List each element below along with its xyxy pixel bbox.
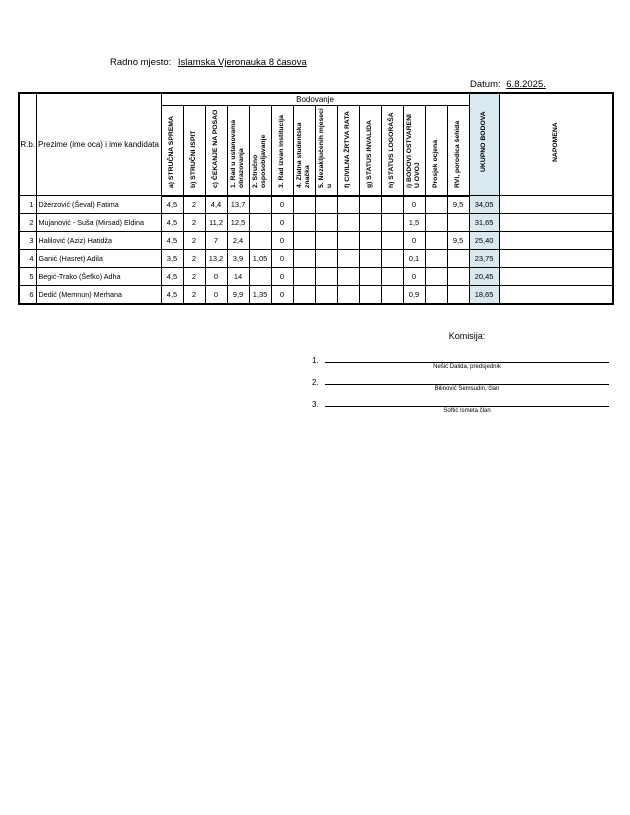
score-cell bbox=[249, 196, 271, 214]
note-cell bbox=[499, 268, 613, 286]
score-cell bbox=[249, 214, 271, 232]
score-cell bbox=[337, 286, 359, 304]
column-group-bodovanje: Bodovanje bbox=[161, 93, 469, 105]
score-column-header-label: RVI, porodica šehida bbox=[454, 120, 462, 188]
score-column-header bbox=[161, 105, 183, 196]
score-cell: 4,4 bbox=[205, 196, 227, 214]
score-cell: 1,05 bbox=[249, 250, 271, 268]
score-cell bbox=[381, 250, 403, 268]
total-cell: 18,65 bbox=[469, 286, 499, 304]
score-cell bbox=[425, 214, 447, 232]
candidate-name-cell: Halilović (Aziz) Hatidža bbox=[36, 232, 161, 250]
score-cell bbox=[315, 286, 337, 304]
score-column-header-label: h) STATUS LOGORAŠA bbox=[388, 111, 396, 188]
score-column-header bbox=[271, 105, 293, 196]
score-cell: 2 bbox=[183, 268, 205, 286]
score-cell: 0 bbox=[271, 232, 293, 250]
candidate-name-cell: Mujanović - Suša (Mirsad) Eldina bbox=[36, 214, 161, 232]
table-header-row-1 bbox=[19, 93, 613, 105]
score-cell bbox=[447, 268, 469, 286]
table-row bbox=[19, 250, 613, 268]
note-cell bbox=[499, 232, 613, 250]
score-cell bbox=[381, 196, 403, 214]
total-cell: 20,45 bbox=[469, 268, 499, 286]
score-cell: 4,5 bbox=[161, 286, 183, 304]
score-column-header bbox=[183, 105, 205, 196]
score-cell: 4,5 bbox=[161, 214, 183, 232]
note-cell bbox=[499, 250, 613, 268]
score-column-header bbox=[293, 105, 315, 196]
score-cell: 0 bbox=[403, 232, 425, 250]
radno-mjesto-line bbox=[110, 57, 307, 68]
score-cell bbox=[381, 268, 403, 286]
member-number: 1. bbox=[312, 356, 319, 365]
score-column-header-label: g) STATUS INVALIDA bbox=[366, 119, 374, 188]
scoring-table bbox=[18, 92, 614, 305]
score-cell: 14 bbox=[227, 268, 249, 286]
column-header-rb: R.b. bbox=[19, 93, 36, 196]
score-cell bbox=[359, 214, 381, 232]
score-cell bbox=[359, 250, 381, 268]
member-name: Softić Ismeta član bbox=[443, 408, 491, 414]
score-cell bbox=[293, 250, 315, 268]
score-cell: 13,2 bbox=[205, 250, 227, 268]
score-cell bbox=[359, 286, 381, 304]
score-cell: 0,9 bbox=[403, 286, 425, 304]
score-cell: 7 bbox=[205, 232, 227, 250]
score-column-header-label: b) STRUČNI ISPIT bbox=[190, 130, 198, 188]
datum-value: 6.8.2025. bbox=[506, 79, 546, 90]
score-cell bbox=[381, 286, 403, 304]
score-column-header-label: Prosjek ocjena bbox=[432, 139, 440, 188]
score-column-header-label: 3. Rad izvan institucija bbox=[278, 114, 286, 188]
score-column-header-label: c) ČEKANJE NA POSAO bbox=[212, 109, 220, 188]
score-column-header-label: a) STRUČNA SPREMA bbox=[168, 115, 176, 188]
score-cell bbox=[359, 268, 381, 286]
total-cell: 31,65 bbox=[469, 214, 499, 232]
score-cell bbox=[447, 250, 469, 268]
score-cell: 2,4 bbox=[227, 232, 249, 250]
score-cell bbox=[249, 232, 271, 250]
radno-mjesto-label: Radno mjesto: bbox=[110, 57, 172, 68]
commission-member bbox=[312, 398, 609, 416]
note-cell bbox=[499, 286, 613, 304]
column-header-total bbox=[469, 93, 499, 196]
score-cell: 9,5 bbox=[447, 232, 469, 250]
score-cell: 0 bbox=[205, 268, 227, 286]
score-cell bbox=[315, 214, 337, 232]
score-cell bbox=[249, 268, 271, 286]
table-row bbox=[19, 268, 613, 286]
score-cell: 11,2 bbox=[205, 214, 227, 232]
score-cell bbox=[315, 232, 337, 250]
score-cell: 0 bbox=[271, 214, 293, 232]
score-cell bbox=[293, 232, 315, 250]
member-number: 2. bbox=[312, 378, 319, 387]
score-cell: 4,5 bbox=[161, 268, 183, 286]
signature-line bbox=[325, 376, 609, 385]
score-cell bbox=[359, 196, 381, 214]
score-cell bbox=[337, 196, 359, 214]
score-cell bbox=[447, 286, 469, 304]
score-cell: 2 bbox=[183, 214, 205, 232]
total-cell: 25,40 bbox=[469, 232, 499, 250]
score-cell bbox=[293, 286, 315, 304]
table-row bbox=[19, 196, 613, 214]
score-cell: 0 bbox=[271, 250, 293, 268]
row-number-cell: 6 bbox=[19, 286, 36, 304]
score-column-header-label: 5. Nezaključenih mjeseci u bbox=[318, 107, 333, 188]
score-column-header-label: f) CIVILNA ŽRTVA RATA bbox=[344, 110, 352, 188]
score-cell bbox=[315, 196, 337, 214]
score-cell bbox=[337, 232, 359, 250]
score-cell bbox=[315, 250, 337, 268]
datum-label: Datum: bbox=[470, 79, 501, 90]
column-header-note bbox=[499, 93, 613, 196]
score-cell: 1,5 bbox=[403, 214, 425, 232]
candidate-name-cell: Džerzović (Ševal) Fatima bbox=[36, 196, 161, 214]
score-cell: 2 bbox=[183, 250, 205, 268]
score-column-header-label: i) BODOVI OSTVARENI U OVOJ bbox=[406, 113, 421, 188]
radno-mjesto-value: Islamska Vjeronauka 8 časova bbox=[177, 57, 307, 68]
score-cell: 9,9 bbox=[227, 286, 249, 304]
score-cell: 13,7 bbox=[227, 196, 249, 214]
score-cell bbox=[425, 286, 447, 304]
score-cell bbox=[359, 232, 381, 250]
commission-member bbox=[312, 354, 609, 372]
column-header-total-label: UKUPNO BODOVA bbox=[480, 111, 488, 173]
score-column-header bbox=[227, 105, 249, 196]
signature-line bbox=[325, 354, 609, 363]
table-row bbox=[19, 214, 613, 232]
score-cell: 0 bbox=[403, 268, 425, 286]
score-column-header bbox=[315, 105, 337, 196]
score-column-header-label: 2. Stručno osposobljavanje bbox=[252, 134, 267, 188]
member-name: Nešić Dalida, predsjednik bbox=[433, 364, 501, 370]
table-row bbox=[19, 232, 613, 250]
score-cell: 2 bbox=[183, 232, 205, 250]
total-cell: 34,05 bbox=[469, 196, 499, 214]
score-cell: 0 bbox=[205, 286, 227, 304]
score-cell bbox=[381, 232, 403, 250]
candidate-name-cell: Dedić (Memnun) Merhana bbox=[36, 286, 161, 304]
score-column-header bbox=[403, 105, 425, 196]
score-cell bbox=[293, 214, 315, 232]
column-header-name: Prezime (ime oca) i ime kandidata bbox=[36, 93, 161, 196]
score-column-header bbox=[447, 105, 469, 196]
score-cell: 4,5 bbox=[161, 232, 183, 250]
score-column-header bbox=[425, 105, 447, 196]
datum-line bbox=[470, 79, 546, 90]
row-number-cell: 2 bbox=[19, 214, 36, 232]
score-column-header-label: 1. Rad u ustanovama obrazovanja bbox=[230, 119, 245, 188]
row-number-cell: 5 bbox=[19, 268, 36, 286]
score-cell: 2 bbox=[183, 196, 205, 214]
score-cell bbox=[293, 196, 315, 214]
score-cell: 4,5 bbox=[161, 196, 183, 214]
score-column-header bbox=[359, 105, 381, 196]
commission-block bbox=[312, 331, 609, 420]
score-cell bbox=[425, 250, 447, 268]
total-cell: 23,75 bbox=[469, 250, 499, 268]
score-cell: 0 bbox=[271, 286, 293, 304]
score-cell: 0 bbox=[271, 268, 293, 286]
note-cell bbox=[499, 196, 613, 214]
signature-line bbox=[325, 398, 609, 407]
score-cell bbox=[337, 250, 359, 268]
score-cell bbox=[447, 214, 469, 232]
score-column-header bbox=[249, 105, 271, 196]
commission-member bbox=[312, 376, 609, 394]
score-cell: 12,5 bbox=[227, 214, 249, 232]
commission-title: Komisija: bbox=[448, 331, 486, 341]
note-cell bbox=[499, 214, 613, 232]
score-cell: 0 bbox=[403, 196, 425, 214]
score-cell: 3,9 bbox=[227, 250, 249, 268]
candidate-name-cell: Ganić (Hasret) Adila bbox=[36, 250, 161, 268]
score-cell bbox=[381, 214, 403, 232]
score-cell bbox=[425, 196, 447, 214]
score-cell bbox=[337, 214, 359, 232]
table-row bbox=[19, 286, 613, 304]
member-name: Bilinović Šemsudin, član bbox=[434, 386, 500, 392]
row-number-cell: 4 bbox=[19, 250, 36, 268]
score-cell bbox=[293, 268, 315, 286]
table-body bbox=[19, 196, 613, 304]
score-column-header-label: 4. Zlatna studentska značka bbox=[296, 122, 311, 188]
score-column-header bbox=[337, 105, 359, 196]
score-cell: 3,5 bbox=[161, 250, 183, 268]
score-column-header bbox=[381, 105, 403, 196]
score-cell bbox=[425, 268, 447, 286]
score-cell: 0,1 bbox=[403, 250, 425, 268]
score-cell: 0 bbox=[271, 196, 293, 214]
score-cell bbox=[425, 232, 447, 250]
row-number-cell: 3 bbox=[19, 232, 36, 250]
score-column-header bbox=[205, 105, 227, 196]
candidate-name-cell: Begić-Trako (Šefko) Adha bbox=[36, 268, 161, 286]
score-cell bbox=[315, 268, 337, 286]
score-cell bbox=[337, 268, 359, 286]
row-number-cell: 1 bbox=[19, 196, 36, 214]
score-cell: 9,5 bbox=[447, 196, 469, 214]
member-number: 3. bbox=[312, 400, 319, 409]
column-header-note-label: NAPOMENA bbox=[551, 122, 559, 162]
score-cell: 1,35 bbox=[249, 286, 271, 304]
score-cell: 2 bbox=[183, 286, 205, 304]
